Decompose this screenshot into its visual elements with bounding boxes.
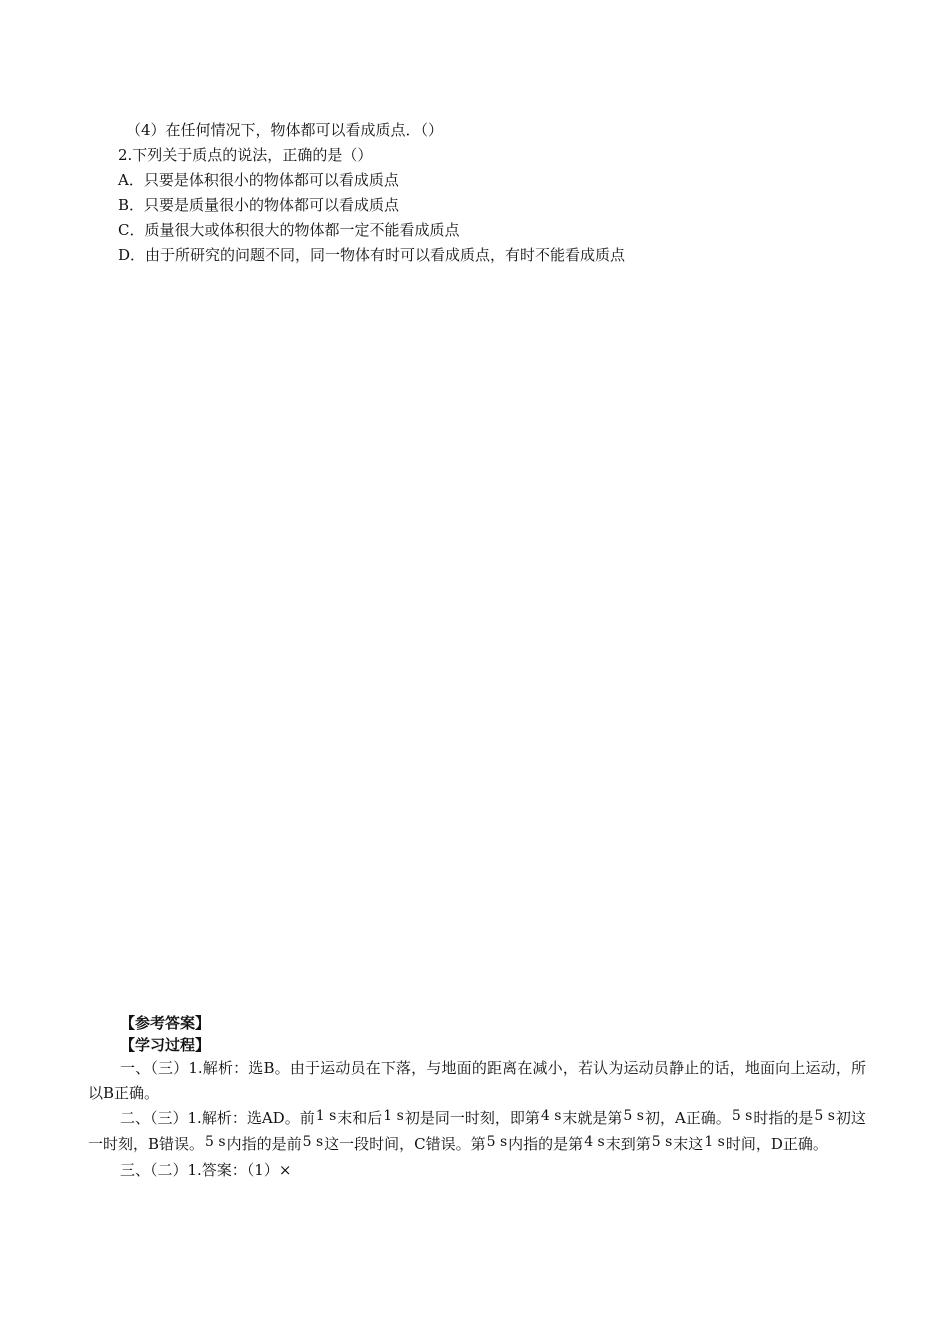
answer-text: 时间，D正确。 — [725, 1135, 828, 1153]
time-unit: 4 s — [540, 1108, 562, 1124]
time-unit: 5 s — [623, 1108, 644, 1124]
answer-text: 末到第 — [605, 1135, 651, 1153]
time-unit: 5 s — [814, 1108, 835, 1124]
answer-text: 这一段时间，C错误。第 — [324, 1135, 486, 1153]
time-unit: 1 s — [704, 1134, 725, 1150]
answer-text: 末和后 — [337, 1109, 383, 1127]
time-unit: 5 s — [731, 1108, 753, 1124]
answer-text: 内指的是第 — [508, 1135, 584, 1153]
answer-title: 【参考答案】 — [120, 1014, 211, 1032]
option-d: D．由于所研究的问题不同，同一物体有时可以看成质点，有时不能看成质点 — [118, 246, 626, 264]
time-unit: 4 s — [584, 1134, 605, 1150]
answer-paragraph-3: 三、（二）1.答案：（1）× — [120, 1161, 292, 1179]
answer-text: 二、（三）1.解析：选AD。前 — [120, 1109, 315, 1127]
answer-text: 末就是第 — [562, 1109, 623, 1127]
time-unit: 5 s — [651, 1134, 673, 1150]
time-unit: 5 s — [205, 1134, 226, 1150]
time-unit: 5 s — [302, 1134, 324, 1150]
answer-text: 末这 — [673, 1135, 704, 1153]
time-unit: 1 s — [315, 1108, 337, 1124]
question-block — [118, 118, 878, 268]
answer-text: 初，A正确。 — [644, 1109, 731, 1127]
option-a: A．只要是体积很小的物体都可以看成质点 — [118, 171, 399, 189]
answer-text: 初这一时刻，B错误。 — [88, 1109, 866, 1153]
answer-text: 内指的是前 — [226, 1135, 302, 1153]
answer-text: 初是同一时刻，即第 — [404, 1109, 540, 1127]
answer-paragraph-2 — [88, 1106, 866, 1158]
option-b: B．只要是质量很小的物体都可以看成质点 — [118, 196, 400, 214]
option-c: C．质量很大或体积很大的物体都一定不能看成质点 — [118, 221, 460, 239]
answer-paragraph-1: 一、（三）1.解析：选B。由于运动员在下落，与地面的距离在减小，若认为运动员静止的话，地面向上运动，所以B正确。 — [88, 1059, 866, 1102]
answer-subtitle: 【学习过程】 — [120, 1036, 211, 1054]
question-1-item-4: （4）在任何情况下，物体都可以看成质点．（） — [126, 121, 444, 139]
answer-section — [88, 1012, 866, 1183]
question-2-stem: 2.下列关于质点的说法，正确的是（） — [118, 146, 373, 164]
time-unit: 1 s — [383, 1108, 404, 1124]
time-unit: 5 s — [486, 1134, 508, 1150]
answer-text: 时指的是 — [753, 1109, 814, 1127]
